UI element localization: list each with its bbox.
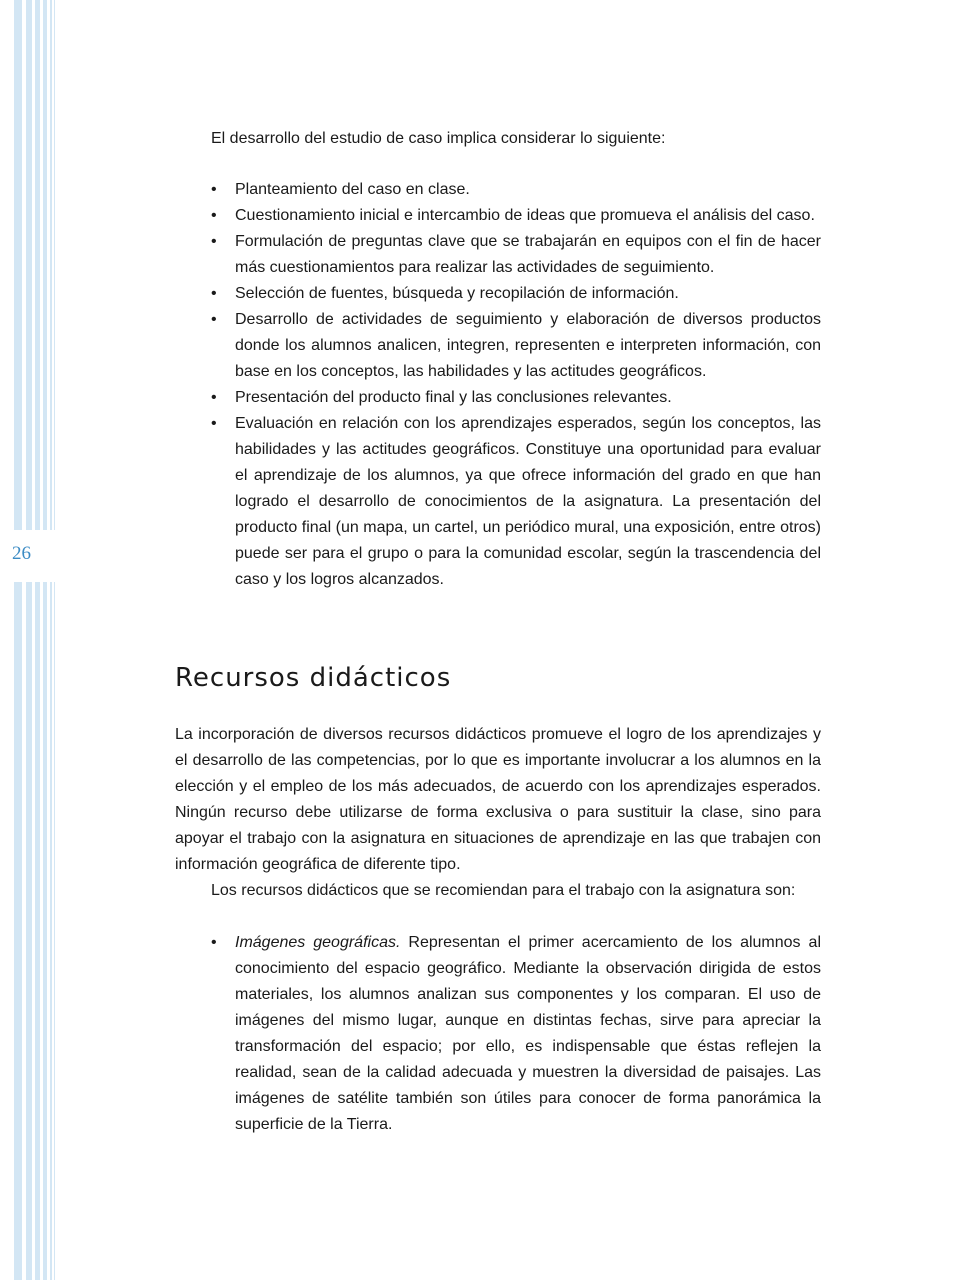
list-item [211, 930, 821, 1138]
margin-stripes [0, 0, 60, 1280]
resource-term: Imágenes geográficas. [235, 934, 401, 951]
list-item: • Evaluación en relación con los aprendizajes esperados, según los conceptos, las habilidades y las actitudes geográficos. Constituye una oportunidad para evaluar el aprendizaje de los alumnos, ya que ofrece información del grado en que han logrado el desarrollo de conocimientos de la asignatura. La presentación del producto final (un mapa, un cartel, un periódico mural, una exposición, entre otros) puede ser para el grupo o para la comunidad escolar, según la trascendencia del caso y los logros alcanzados. [211, 411, 821, 593]
section-body [175, 722, 821, 904]
list-item: • Desarrollo de actividades de seguimiento y elaboración de diversos productos donde los alumnos analicen, integren, representen e interpreten información, con base en los conceptos, las habilidades y las actitudes geográficos. [211, 307, 821, 385]
resources-list [211, 930, 821, 1138]
page-number: 26 [12, 543, 31, 564]
margin-stripe [14, 0, 22, 1280]
margin-stripe [50, 0, 52, 1280]
list-item: • Presentación del producto final y las conclusiones relevantes. [211, 385, 821, 411]
intro-text: El desarrollo del estudio de caso implica considerar lo siguiente: [211, 130, 666, 147]
paragraph: La incorporación de diversos recursos didácticos promueve el logro de los aprendizajes y el desarrollo de las competencias, por lo que es importante involucrar a los alumnos en la elección y el empleo de los más adecuados, de acuerdo con los aprendizajes esperados. Ningún recurso debe utilizarse de forma exclusiva o para sustituir la clase, sino para apoyar el trabajo con la asignatura en situaciones de aprendizaje en las que trabajen con información geográfica de diferente tipo. [175, 726, 821, 873]
list-item: • Planteamiento del caso en clase. [211, 177, 821, 203]
paragraph: Los recursos didácticos que se recomiendan para el trabajo con la asignatura son: [211, 882, 796, 899]
list-item: • Formulación de preguntas clave que se trabajarán en equipos con el fin de hacer más cuestionamientos para realizar las actividades de seguimiento. [211, 229, 821, 281]
list-item: • Cuestionamiento inicial e intercambio de ideas que promueva el análisis del caso. [211, 203, 821, 229]
list-item: • Selección de fuentes, búsqueda y recopilación de información. [211, 281, 821, 307]
margin-stripe [43, 0, 47, 1280]
section-heading: Recursos didácticos [175, 663, 452, 693]
margin-stripe [35, 0, 40, 1280]
case-study-steps [211, 177, 821, 593]
margin-stripe [54, 0, 55, 1280]
margin-stripe [26, 0, 32, 1280]
resource-text: Representan el primer acercamiento de los alumnos al conocimiento del espacio geográfico. Mediante la observación dirigida de estos materiales, los alumnos analizan sus componentes y los comparan. El uso de imágenes del mismo lugar, aunque en distintas fechas, sirve para apreciar la transformación del espacio; por ello, es indispensable que éstas reflejen la realidad, sean de la calidad adecuada y muestren la diversidad de paisajes. Las imágenes de satélite también son útiles para conocer de forma panorámica la superficie de la Tierra. [235, 934, 821, 1133]
